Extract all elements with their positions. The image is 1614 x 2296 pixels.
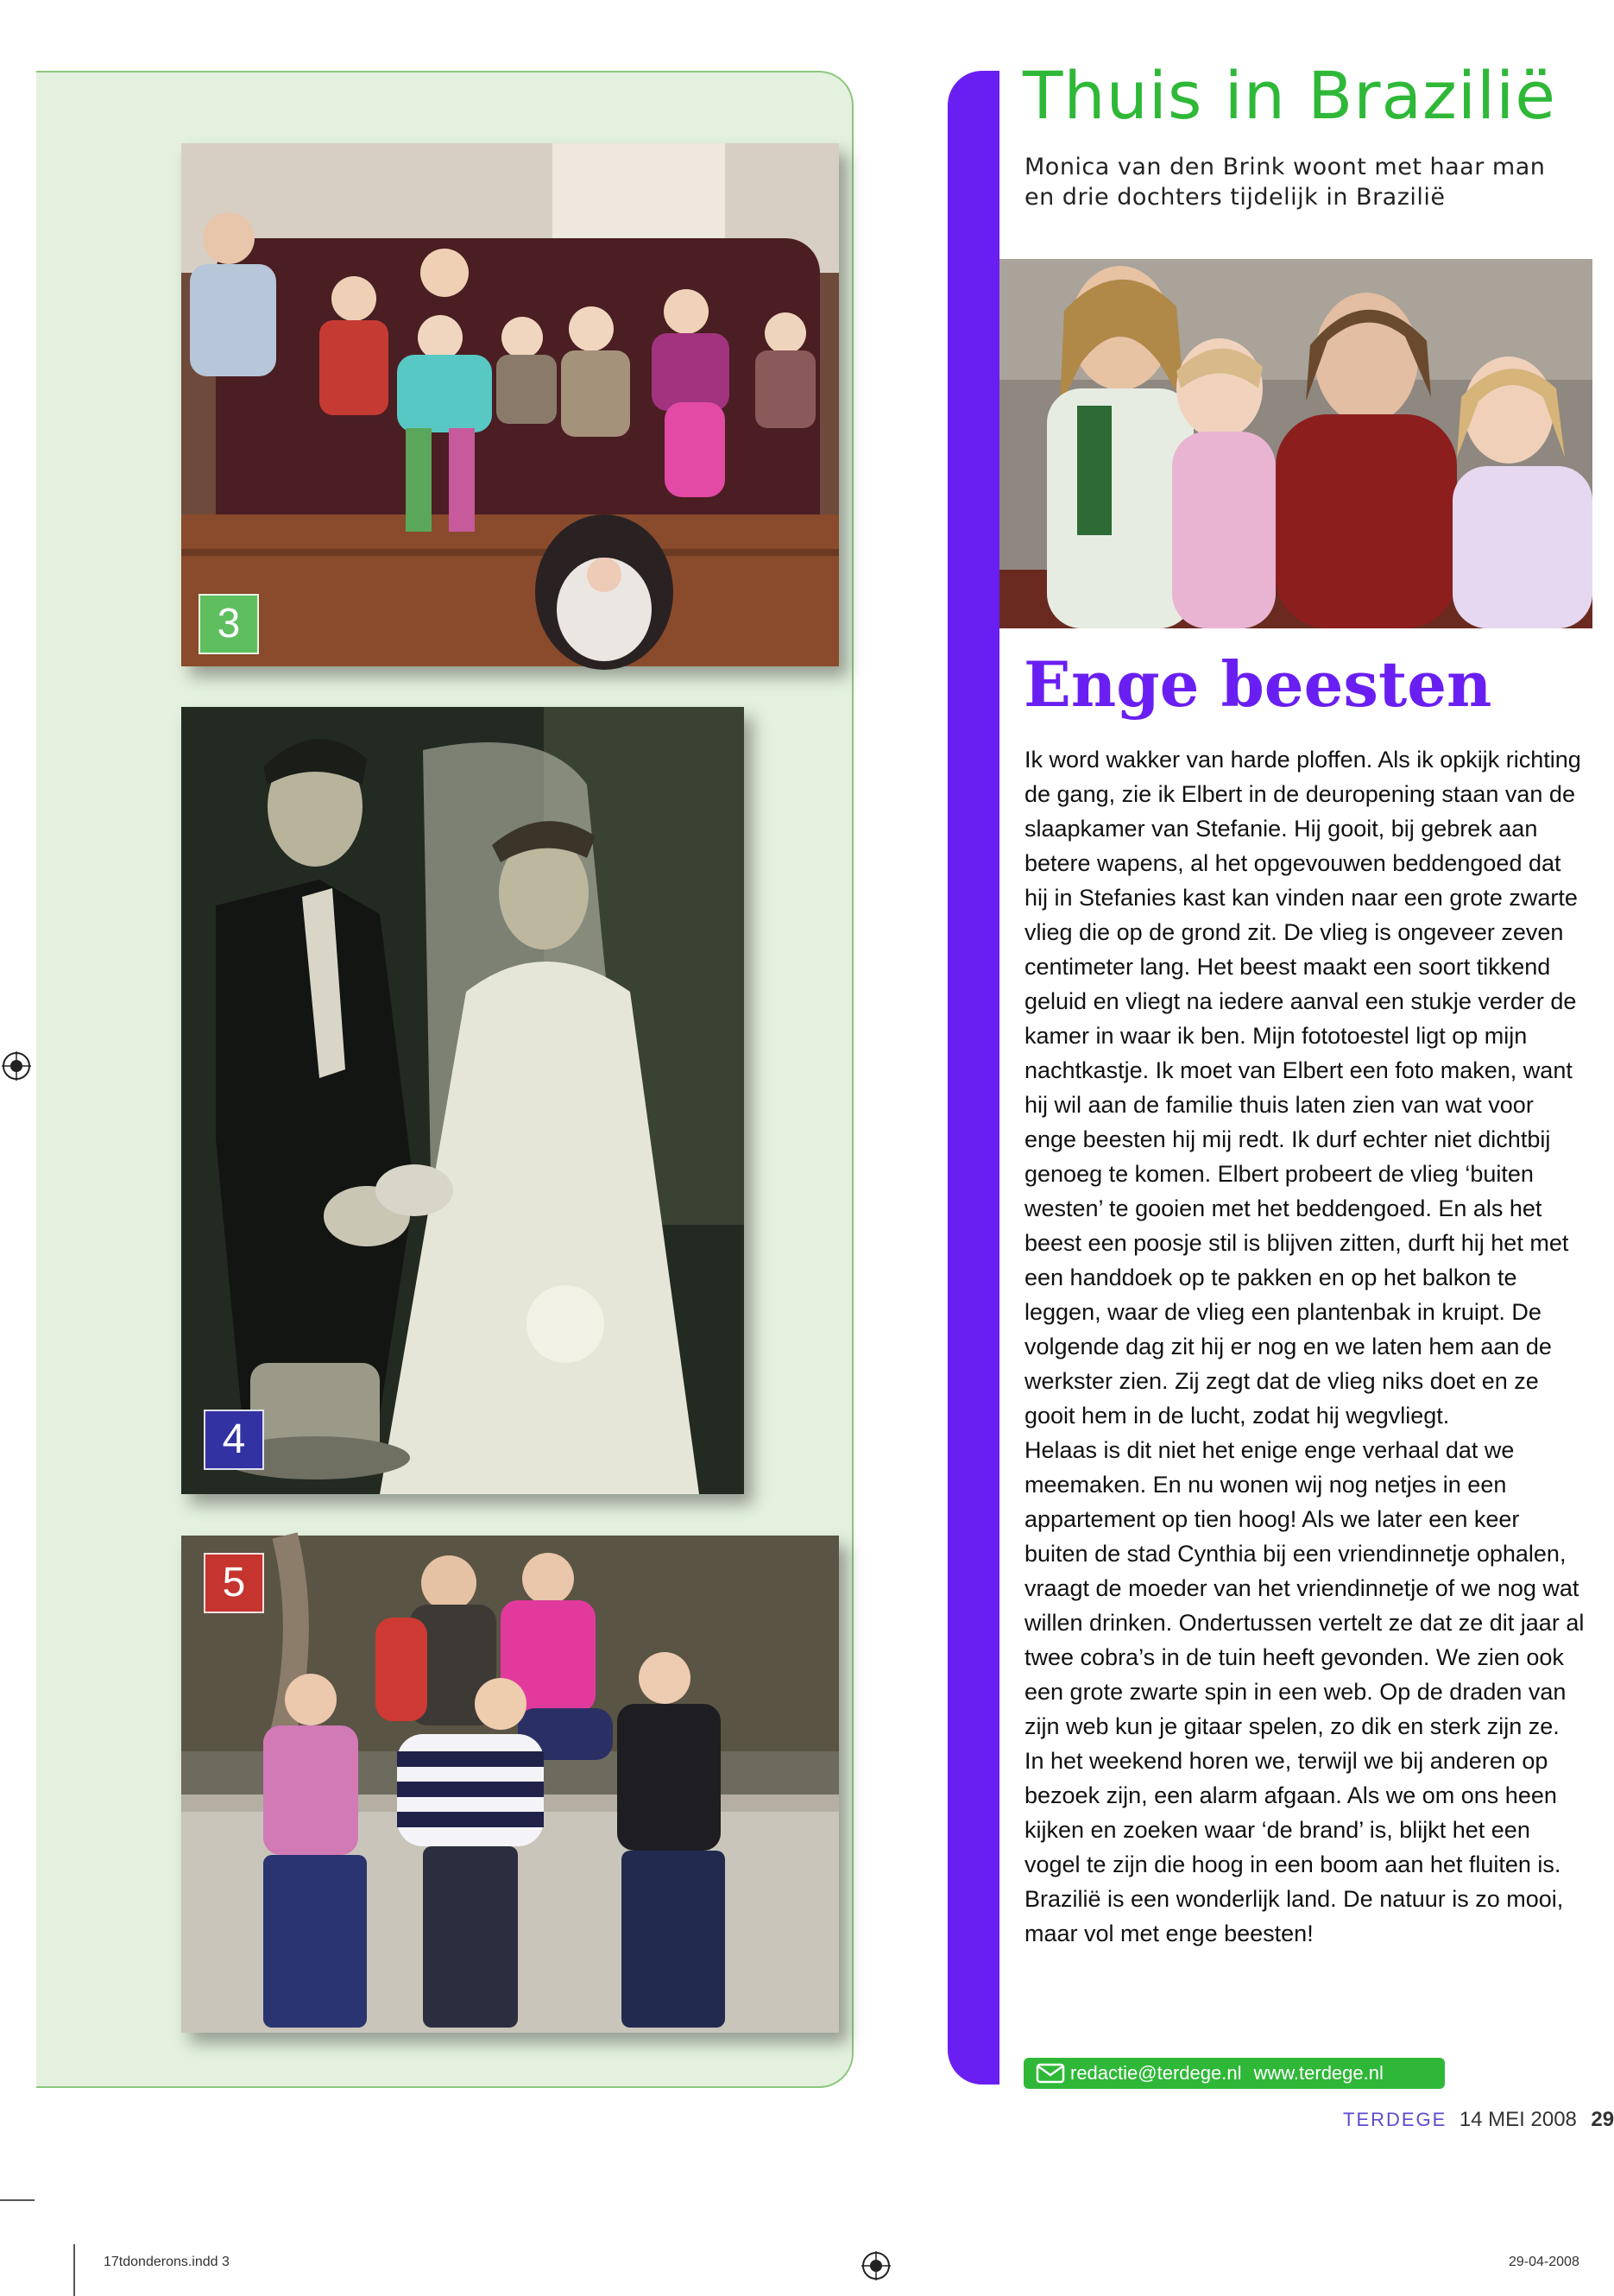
photo-number-badge: 3 <box>199 594 259 654</box>
slug-print-date: 29-04-2008 <box>1509 2255 1579 2269</box>
body-paragraph: In het weekend horen we, terwijl we bij anderen op bezoek zijn, een alarm afgaan. Als we om ons heen kijken en zoeken waar ‘de brand’ is, blijkt het een vogel te zijn die hoog in een boom aan het fluiten is. Brazilië is een wonderlijk land. De natuur is zo mooi, maar vol met enge beesten! <box>1025 1748 1564 1946</box>
envelope-icon <box>1036 2063 1065 2084</box>
body-paragraph: Helaas is dit niet het enige enge verhaal dat we meemaken. En nu wonen wij nog netjes in een appartement op tien hoog! Als we later een keer buiten de stad Cynthia bij een vriendinnetje ophalen, vraagt de moeder van het vriendinnetje of we nog wat willen drinken. Ondertussen vertelt ze dat ze dit jaar al twee cobra’s in de tuin heeft gevonden. We zien ook een grote zwarte spin in een web. Op de draden van zijn web kun je gitaar spelen, zo dik en sterk zijn ze. <box>1025 1437 1585 1739</box>
registration-mark-icon <box>861 2251 891 2280</box>
registration-mark-icon <box>2 1051 31 1081</box>
issue-date: 14 MEI 2008 <box>1459 2108 1577 2131</box>
photo-mother-and-daughters <box>999 259 1592 628</box>
page-number: 29 <box>1591 2108 1614 2131</box>
photo-five-women <box>181 1536 839 2033</box>
magazine-name: TERDEGE <box>1343 2109 1447 2130</box>
article-body <box>1025 742 1586 1951</box>
article-subtitle: Monica van den Brink woont met haar man en drie dochters tijdelijk in Brazilië <box>1025 154 1546 211</box>
contact-website-link[interactable]: www.terdege.nl <box>1253 2062 1384 2084</box>
photo-number-badge: 5 <box>204 1553 264 1613</box>
slug-filename: 17tdonderons.indd 3 <box>104 2255 230 2269</box>
section-title: Enge beesten <box>1024 647 1492 721</box>
crop-mark <box>0 2199 35 2201</box>
contact-email-link[interactable]: redactie@terdege.nl <box>1070 2062 1242 2084</box>
photo-children-on-sofa <box>181 143 839 666</box>
crop-mark <box>73 2244 75 2296</box>
page-footer <box>1343 2108 1614 2132</box>
photo-number-badge: 4 <box>204 1410 264 1470</box>
purple-accent-bar <box>948 71 999 2085</box>
photo-wedding-couple <box>181 707 744 1494</box>
body-paragraph: Ik word wakker van harde ploffen. Als ik opkijk richting de gang, zie ik Elbert in de deuropening staan van de slaapkamer van Stefanie. Hij gooit, bij gebrek aan betere wapens, al het opgevouwen beddengoed dat hij in Stefanies kast kan vinden naar een grote zwarte vlieg die op de grond zit. De vlieg is ongeveer zeven centimeter lang. Het beest maakt een soort tikkend geluid en vliegt na iedere aanval een stukje verder de kamer in waar ik ben. Mijn fototoestel ligt op mijn nachtkastje. Ik moet van Elbert een foto maken, want hij wil aan de familie thuis laten zien van wat voor enge beesten hij mij redt. Ik durf echter niet dichtbij genoeg te komen. Elbert probeert de vlieg ‘buiten westen’ te gooien met het beddengoed. En als het beest een poosje stil is blijven zitten, durft hij het met een handdoek op te pakken en op het balkon te leggen, waar de vlieg een plantenbak in kruipt. De volgende dag zit hij er nog en we laten hem aan de werkster zien. Zij zegt dat de vlieg niks doet en ze gooit hem in de lucht, zodat hij wegvliegt. <box>1025 747 1581 1429</box>
contact-bar <box>1024 2058 1445 2089</box>
article-headline: Thuis in Brazilië <box>1023 57 1557 134</box>
